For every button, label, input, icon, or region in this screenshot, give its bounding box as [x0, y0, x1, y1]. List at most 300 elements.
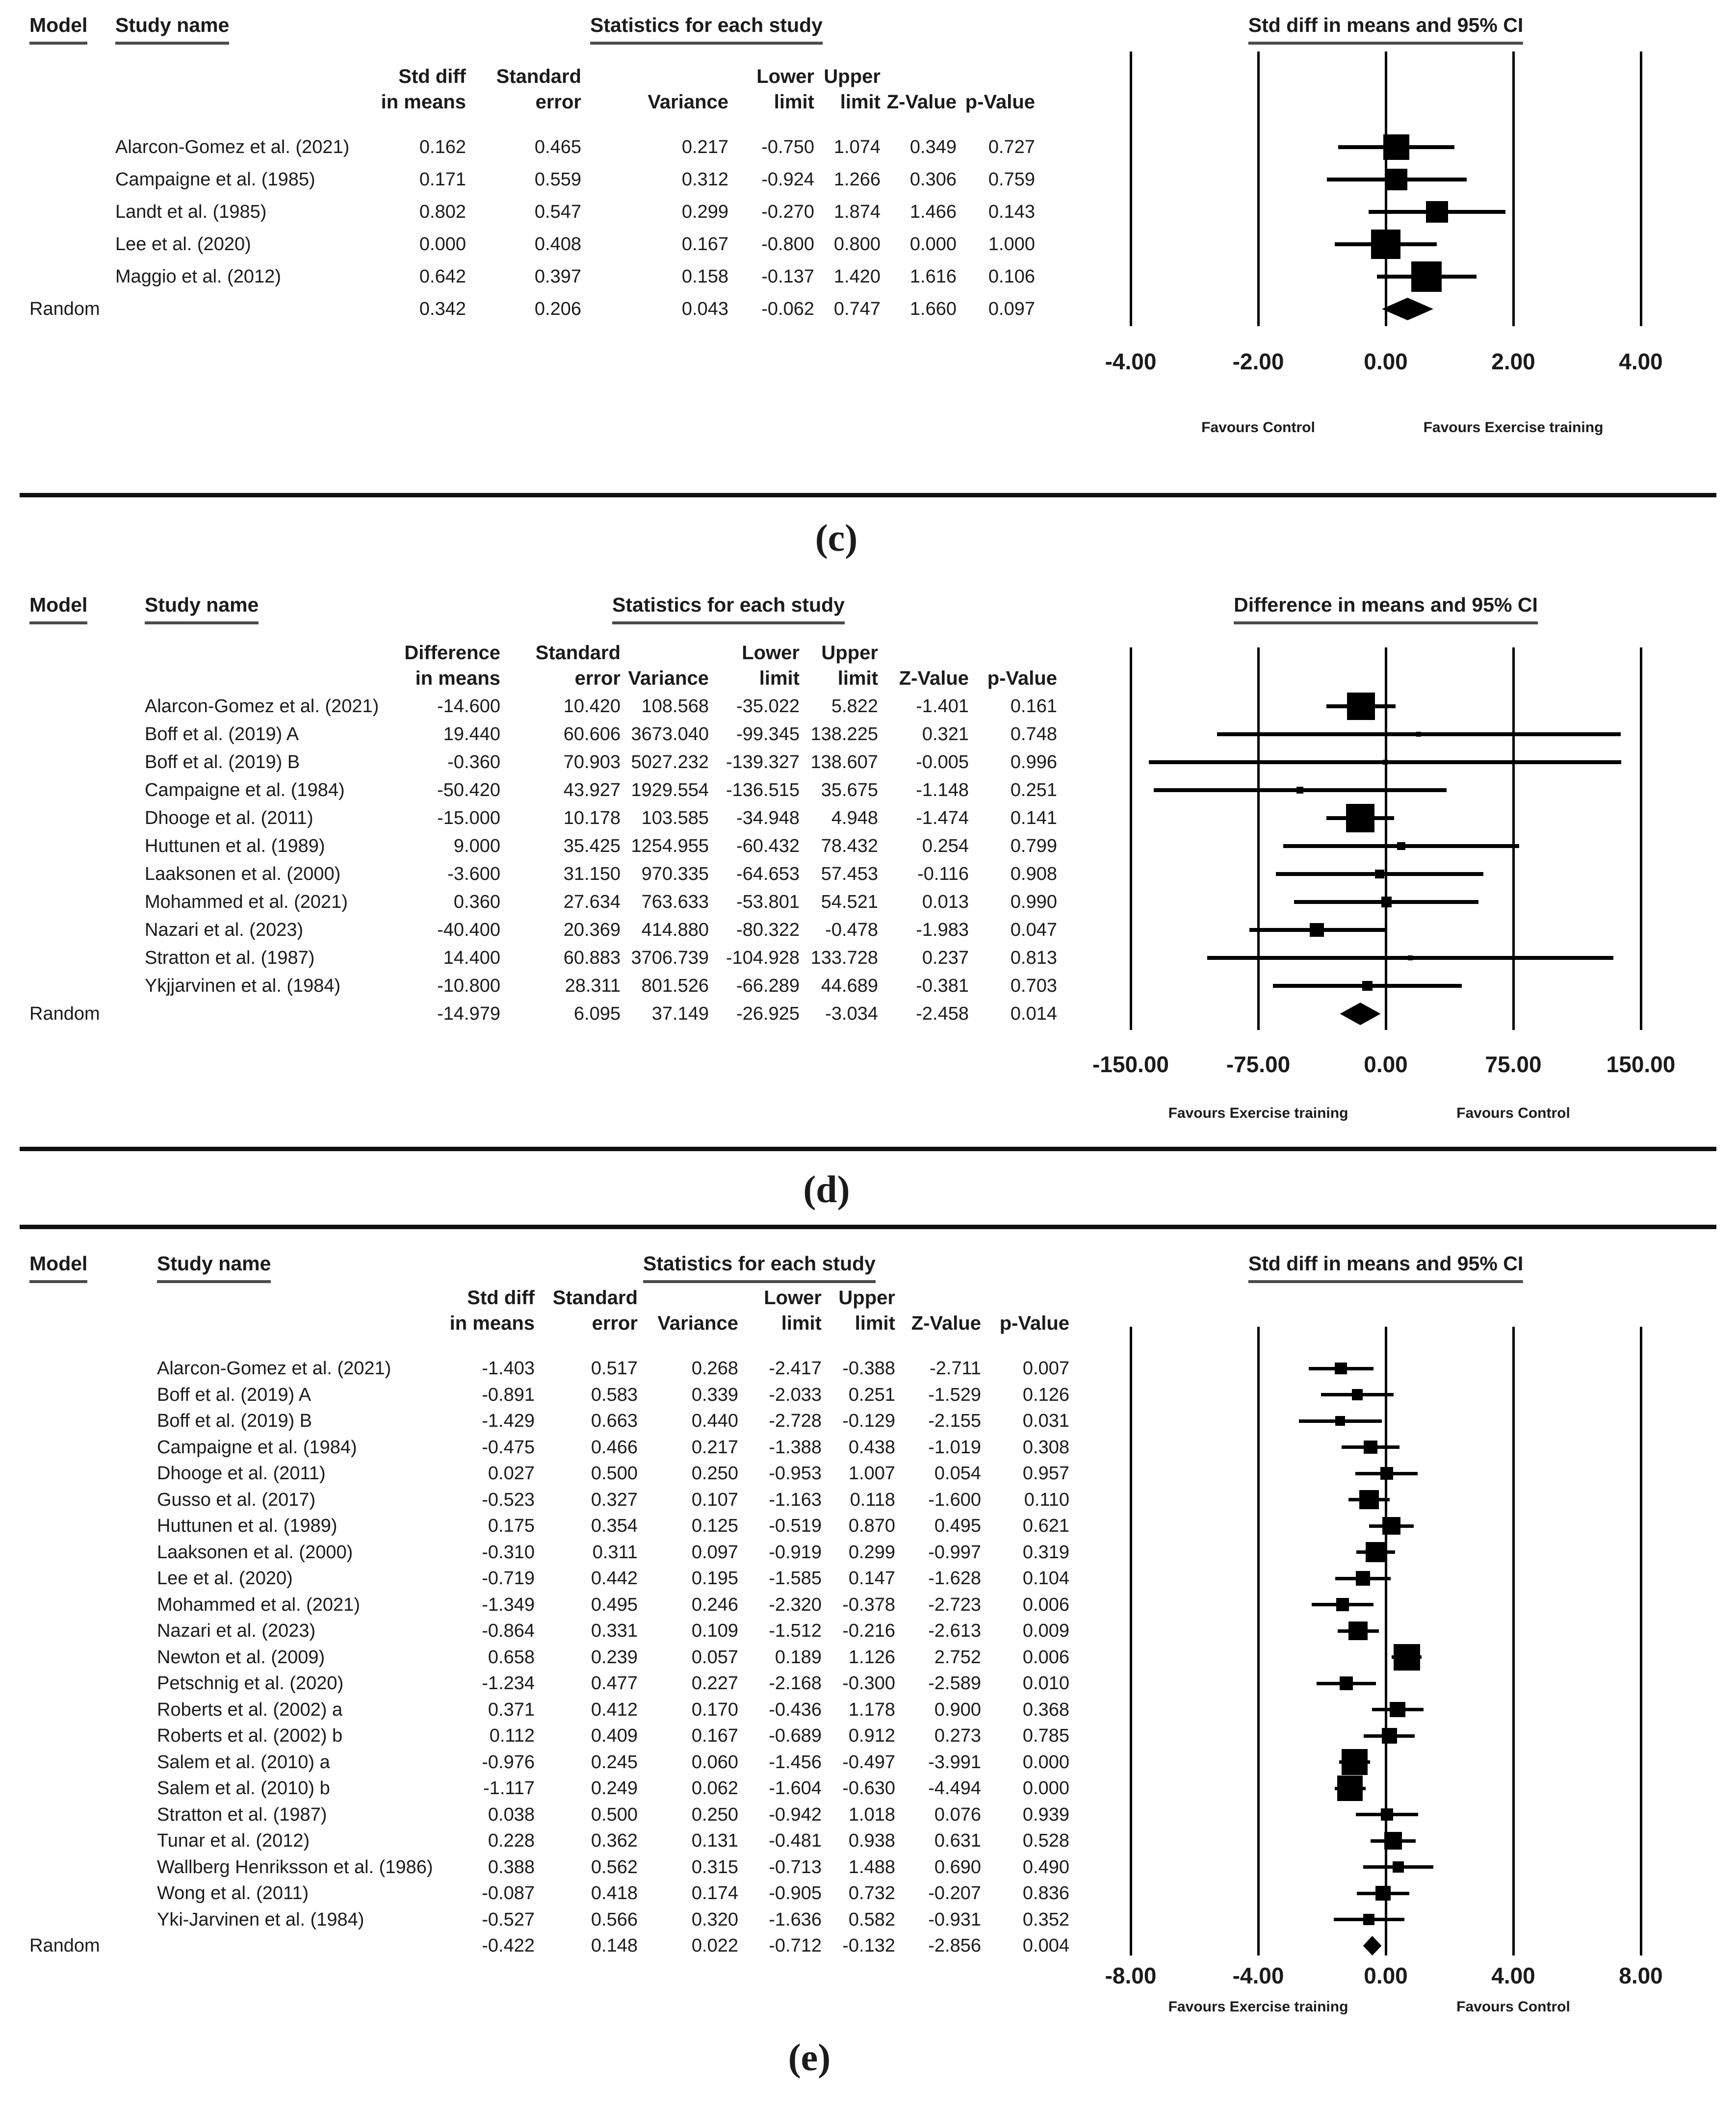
- study-name: Stratton et al. (1987): [157, 1804, 327, 1825]
- value-cell: 1.007: [848, 1463, 895, 1484]
- value-cell: 0.167: [691, 1725, 738, 1746]
- value-cell: 0.171: [419, 169, 466, 190]
- axis-tick-label: 150.00: [1606, 1052, 1676, 1077]
- value-cell: 0.245: [591, 1751, 638, 1773]
- effect-square: [1381, 897, 1392, 907]
- value-cell: 10.420: [563, 696, 621, 717]
- value-cell: 14.400: [443, 948, 500, 968]
- value-cell: -0.062: [761, 299, 814, 319]
- value-cell: 0.239: [591, 1647, 638, 1668]
- value-cell: -0.422: [482, 1935, 535, 1956]
- value-cell: -0.924: [761, 169, 814, 190]
- value-cell: 0.663: [591, 1411, 638, 1431]
- value-cell: 0.870: [848, 1516, 895, 1536]
- value-cell: 0.342: [419, 299, 466, 319]
- value-cell: 0.908: [1010, 864, 1057, 884]
- value-cell: 0.331: [591, 1621, 638, 1641]
- value-cell: 0.658: [488, 1647, 535, 1668]
- value-cell: 0.167: [681, 234, 728, 255]
- value-cell: -0.689: [769, 1725, 822, 1746]
- value-cell: -0.997: [928, 1542, 981, 1563]
- effect-square: [1342, 1749, 1368, 1775]
- value-cell: 1.018: [848, 1804, 895, 1825]
- value-cell: -64.653: [736, 864, 800, 884]
- value-cell: -0.478: [825, 920, 878, 940]
- value-cell: 0.631: [934, 1830, 981, 1851]
- value-cell: 0.131: [691, 1830, 738, 1851]
- effect-square: [1364, 1441, 1377, 1454]
- value-cell: 0.246: [691, 1594, 738, 1615]
- value-cell: 1.266: [833, 169, 881, 190]
- value-cell: 0.007: [1022, 1358, 1069, 1379]
- value-cell: -1.585: [769, 1568, 822, 1589]
- value-cell: -14.600: [437, 696, 500, 717]
- axis-gridline: [1512, 1327, 1515, 1956]
- value-cell: 0.362: [591, 1830, 638, 1851]
- effect-square: [1390, 1702, 1405, 1717]
- column-header-line: in means: [381, 91, 466, 113]
- value-cell: 0.747: [833, 299, 881, 319]
- study-name: Mohammed et al. (2021): [157, 1594, 360, 1615]
- column-header-line: Lower: [756, 66, 814, 87]
- effect-square: [1366, 1542, 1386, 1562]
- model-column-header: Model: [29, 593, 87, 624]
- axis-gridline: [1640, 1327, 1642, 1956]
- axis-tick-label: 2.00: [1491, 349, 1535, 374]
- study-name: Mohammed et al. (2021): [145, 892, 348, 912]
- value-cell: 0.175: [488, 1516, 535, 1536]
- value-cell: -1.234: [482, 1673, 535, 1694]
- study-name: Landt et al. (1985): [115, 202, 267, 222]
- divider-line: [20, 493, 1716, 497]
- effect-square: [1381, 1808, 1394, 1821]
- value-cell: 5.822: [831, 696, 878, 717]
- divider-line: [20, 1225, 1716, 1229]
- value-cell: 4.948: [831, 808, 878, 828]
- value-cell: 0.038: [488, 1804, 535, 1825]
- study-name: Roberts et al. (2002) b: [157, 1725, 343, 1746]
- axis-tick-label: 4.00: [1619, 349, 1663, 374]
- value-cell: 0.327: [591, 1489, 638, 1510]
- effect-square: [1296, 787, 1303, 793]
- value-cell: -26.925: [736, 1004, 800, 1024]
- value-cell: 0.438: [848, 1437, 895, 1458]
- value-cell: -14.979: [437, 1004, 500, 1024]
- value-cell: 0.125: [691, 1516, 738, 1536]
- column-header-line: Standard: [496, 66, 581, 87]
- column-header-line: Lower: [742, 642, 800, 664]
- value-cell: 0.110: [1024, 1489, 1069, 1510]
- value-cell: -1.019: [928, 1437, 981, 1458]
- value-cell: -1.117: [483, 1778, 535, 1799]
- value-cell: -1.474: [916, 808, 969, 828]
- value-cell: 0.566: [591, 1909, 638, 1930]
- value-cell: -0.137: [761, 266, 814, 287]
- value-cell: -2.711: [930, 1358, 981, 1379]
- effect-square: [1362, 981, 1373, 991]
- value-cell: 27.634: [563, 892, 621, 912]
- value-cell: 0.311: [592, 1542, 638, 1563]
- value-cell: 0.912: [848, 1725, 895, 1746]
- study-name: Campaigne et al. (1985): [115, 169, 315, 190]
- value-cell: 0.141: [1010, 808, 1057, 828]
- value-cell: -0.942: [769, 1804, 822, 1825]
- study-name: Petschnig et al. (2020): [157, 1673, 344, 1694]
- value-cell: 0.703: [1010, 976, 1057, 996]
- value-cell: 0.251: [1010, 780, 1057, 800]
- value-cell: 0.000: [1022, 1778, 1069, 1799]
- value-cell: 0.013: [922, 892, 969, 912]
- value-cell: 0.027: [488, 1463, 535, 1484]
- value-cell: -0.436: [769, 1699, 822, 1720]
- column-header-line: Upper: [824, 66, 881, 87]
- value-cell: 0.900: [934, 1699, 981, 1720]
- value-cell: -0.719: [482, 1568, 535, 1589]
- value-cell: -0.953: [769, 1463, 822, 1484]
- value-cell: 0.250: [691, 1463, 738, 1484]
- value-cell: -0.270: [761, 202, 814, 222]
- value-cell: 133.728: [810, 948, 878, 968]
- value-cell: 35.675: [821, 780, 878, 800]
- value-cell: 78.432: [821, 836, 878, 856]
- value-cell: 103.585: [641, 808, 709, 828]
- effect-square: [1375, 1886, 1391, 1901]
- axis-tick-label: 8.00: [1619, 1963, 1663, 1988]
- value-cell: 0.299: [848, 1542, 895, 1563]
- value-cell: -1.456: [769, 1751, 822, 1773]
- value-cell: 0.320: [691, 1909, 738, 1930]
- value-cell: 0.800: [833, 234, 881, 255]
- value-cell: 1.616: [909, 266, 957, 287]
- value-cell: -139.327: [725, 752, 800, 772]
- value-cell: 0.148: [591, 1935, 638, 1956]
- value-cell: -40.400: [437, 920, 500, 940]
- column-header-line: Upper: [821, 642, 878, 664]
- value-cell: -99.345: [736, 724, 800, 745]
- value-cell: 0.251: [848, 1384, 895, 1405]
- study-name: Tunar et al. (2012): [157, 1830, 310, 1851]
- effect-square: [1394, 1644, 1420, 1671]
- value-cell: -0.481: [769, 1830, 822, 1851]
- study-name: Dhooge et al. (2011): [157, 1463, 326, 1484]
- column-header-line: Upper: [838, 1287, 895, 1309]
- column-header-line: limit: [855, 1313, 895, 1334]
- value-cell: 0.249: [591, 1778, 638, 1799]
- value-cell: 0.312: [681, 169, 728, 190]
- effect-square: [1393, 1861, 1404, 1873]
- value-cell: 0.000: [419, 234, 466, 255]
- value-cell: 0.004: [1022, 1935, 1069, 1956]
- value-cell: 0.528: [1022, 1830, 1069, 1851]
- favours-label-left: Favours Exercise training: [1168, 1999, 1348, 2015]
- value-cell: 0.227: [691, 1673, 738, 1694]
- value-cell: 970.335: [641, 864, 709, 884]
- value-cell: -0.905: [769, 1883, 822, 1904]
- value-cell: 2.752: [934, 1647, 981, 1668]
- value-cell: 0.465: [534, 137, 581, 157]
- value-cell: 0.195: [691, 1568, 738, 1589]
- effect-square: [1348, 1622, 1368, 1641]
- value-cell: -4.494: [928, 1778, 981, 1799]
- effect-square: [1352, 1389, 1363, 1400]
- value-cell: 0.813: [1010, 948, 1057, 968]
- study-name: Boff et al. (2019) A: [145, 724, 299, 745]
- value-cell: 0.785: [1022, 1725, 1069, 1746]
- value-cell: 0.315: [691, 1856, 738, 1878]
- effect-square: [1384, 1832, 1402, 1850]
- study-name: Wallberg Henriksson et al. (1986): [157, 1856, 433, 1878]
- value-cell: -0.800: [761, 234, 814, 255]
- value-cell: 0.076: [934, 1804, 981, 1825]
- value-cell: 35.425: [563, 836, 621, 856]
- value-cell: 0.500: [591, 1463, 638, 1484]
- value-cell: 0.031: [1022, 1411, 1069, 1431]
- effect-square: [1335, 1363, 1347, 1375]
- value-cell: 0.409: [591, 1725, 638, 1746]
- column-header-line: Z-Value: [886, 91, 957, 113]
- value-cell: -2.613: [928, 1621, 981, 1641]
- axis-tick-label: -4.00: [1105, 349, 1157, 374]
- statistics-section-header: Statistics for each study: [590, 14, 823, 45]
- panel-label-d: (d): [803, 1168, 850, 1210]
- value-cell: 0.217: [691, 1437, 738, 1458]
- value-cell: -50.420: [437, 780, 500, 800]
- value-cell: 0.009: [1022, 1621, 1069, 1641]
- favours-label-right: Favours Exercise training: [1423, 419, 1604, 436]
- value-cell: 0.170: [691, 1699, 738, 1720]
- value-cell: 0.442: [591, 1568, 638, 1589]
- value-cell: 3673.040: [631, 724, 709, 745]
- value-cell: -0.207: [928, 1883, 981, 1904]
- value-cell: 0.147: [848, 1568, 895, 1589]
- value-cell: -1.163: [769, 1489, 822, 1510]
- axis-tick-label: 0.00: [1364, 349, 1408, 374]
- study-name: Laaksonen et al. (2000): [157, 1542, 353, 1563]
- effect-square: [1375, 870, 1384, 879]
- value-cell: 0.562: [591, 1856, 638, 1878]
- favours-label-right: Favours Control: [1456, 1999, 1570, 2015]
- model-column-header: Model: [29, 14, 87, 45]
- value-cell: 0.047: [1010, 920, 1057, 940]
- value-cell: 1.466: [909, 202, 957, 222]
- value-cell: -0.300: [842, 1673, 895, 1694]
- study-name: Yki-Jarvinen et al. (1984): [157, 1909, 364, 1930]
- value-cell: -1.600: [928, 1489, 981, 1510]
- effect-square: [1340, 1676, 1353, 1690]
- value-cell: 0.440: [691, 1411, 738, 1431]
- study-column-header: Study name: [115, 14, 229, 45]
- value-cell: 0.732: [848, 1883, 895, 1904]
- value-cell: 60.883: [563, 948, 621, 968]
- study-name: Nazari et al. (2023): [145, 920, 304, 940]
- value-cell: 0.466: [591, 1437, 638, 1458]
- value-cell: -2.417: [769, 1358, 822, 1379]
- column-header-line: [893, 1285, 1069, 1311]
- effect-square: [1382, 1728, 1398, 1744]
- value-cell: 0.060: [691, 1751, 738, 1773]
- value-cell: 0.000: [1022, 1751, 1069, 1773]
- value-cell: 0.006: [1022, 1594, 1069, 1615]
- value-cell: 1.126: [848, 1647, 895, 1668]
- value-cell: 28.311: [565, 976, 621, 996]
- column-header-line: p-Value: [965, 91, 1035, 113]
- value-cell: 0.014: [1010, 1004, 1057, 1024]
- value-cell: -1.636: [769, 1909, 822, 1930]
- value-cell: -1.401: [916, 696, 969, 717]
- axis-tick-label: -2.00: [1232, 349, 1284, 374]
- value-cell: 19.440: [443, 724, 500, 745]
- value-cell: 0.938: [848, 1830, 895, 1851]
- value-cell: -1.429: [482, 1411, 535, 1431]
- value-cell: 0.495: [934, 1516, 981, 1536]
- value-cell: -0.750: [761, 137, 814, 157]
- value-cell: 0.268: [691, 1358, 738, 1379]
- value-cell: -0.388: [842, 1358, 895, 1379]
- value-cell: -1.983: [916, 920, 969, 940]
- axis-gridline: [1257, 51, 1260, 326]
- statistics-section-header: Statistics for each study: [612, 593, 845, 624]
- value-cell: 0.352: [1022, 1909, 1069, 1930]
- value-cell: 0.690: [934, 1856, 981, 1878]
- value-cell: -2.723: [928, 1594, 981, 1615]
- value-cell: -0.713: [769, 1856, 822, 1878]
- value-cell: 0.802: [419, 202, 466, 222]
- value-cell: 0.996: [1010, 752, 1057, 772]
- effect-square: [1426, 201, 1448, 223]
- plot-title: Std diff in means and 95% CI: [1248, 1252, 1523, 1283]
- value-cell: 138.225: [810, 724, 878, 745]
- value-cell: -0.378: [842, 1594, 895, 1615]
- study-name: Alarcon-Gomez et al. (2021): [145, 696, 379, 717]
- value-cell: 0.559: [534, 169, 581, 190]
- value-cell: 1.420: [833, 266, 881, 287]
- effect-square: [1411, 261, 1442, 292]
- column-header-line: limit: [840, 91, 881, 113]
- summary-diamond: [1382, 298, 1433, 320]
- column-header-line: in means: [415, 668, 500, 689]
- value-cell: -34.948: [736, 808, 800, 828]
- effect-square: [1359, 1490, 1378, 1509]
- value-cell: 0.349: [909, 137, 957, 157]
- value-cell: 0.748: [1010, 724, 1057, 745]
- study-name: Alarcon-Gomez et al. (2021): [157, 1358, 391, 1379]
- value-cell: -0.630: [842, 1778, 895, 1799]
- value-cell: 31.150: [563, 864, 621, 884]
- study-column-header: Study name: [157, 1252, 271, 1283]
- value-cell: 0.836: [1022, 1883, 1069, 1904]
- column-header-line: Std diff: [467, 1287, 535, 1309]
- value-cell: 0.990: [1010, 892, 1057, 912]
- value-cell: 0.237: [922, 948, 969, 968]
- study-name: Maggio et al. (2012): [115, 266, 281, 287]
- value-cell: 1.660: [909, 299, 957, 319]
- value-cell: 763.633: [641, 892, 709, 912]
- value-cell: -35.022: [736, 696, 800, 717]
- value-cell: 0.022: [691, 1935, 738, 1956]
- study-name: Newton et al. (2009): [157, 1647, 325, 1668]
- value-cell: 0.162: [419, 137, 466, 157]
- panel-label-c: (c): [815, 516, 858, 559]
- value-cell: 0.354: [591, 1516, 638, 1536]
- value-cell: 0.759: [988, 169, 1035, 190]
- value-cell: 0.112: [489, 1725, 535, 1746]
- value-cell: -0.310: [482, 1542, 535, 1563]
- effect-square: [1363, 1914, 1374, 1925]
- value-cell: -0.712: [769, 1935, 822, 1956]
- value-cell: 0.217: [681, 137, 728, 157]
- value-cell: 0.273: [934, 1725, 981, 1746]
- effect-square: [1416, 732, 1421, 737]
- value-cell: 0.054: [934, 1463, 981, 1484]
- effect-square: [1383, 760, 1388, 765]
- panel-d: [0, 586, 1736, 1145]
- axis-tick-label: 75.00: [1485, 1052, 1542, 1077]
- axis-tick-label: 4.00: [1491, 1963, 1535, 1988]
- column-header-line: Variance: [628, 668, 709, 689]
- study-column-header: Study name: [145, 593, 259, 624]
- value-cell: 0.000: [909, 234, 957, 255]
- study-name: Alarcon-Gomez et al. (2021): [115, 137, 350, 157]
- value-cell: 0.104: [1022, 1568, 1069, 1589]
- column-header-line: error: [574, 668, 621, 689]
- value-cell: 1254.955: [631, 836, 709, 856]
- value-cell: 0.006: [1022, 1647, 1069, 1668]
- value-cell: 0.397: [534, 266, 581, 287]
- value-cell: 9.000: [453, 836, 500, 856]
- study-name: Gusso et al. (2017): [157, 1489, 316, 1510]
- value-cell: -0.475: [482, 1437, 535, 1458]
- value-cell: -66.289: [736, 976, 800, 996]
- value-cell: 0.228: [488, 1830, 535, 1851]
- value-cell: -1.148: [916, 780, 969, 800]
- value-cell: 0.583: [591, 1384, 638, 1405]
- value-cell: -0.216: [842, 1621, 895, 1641]
- value-cell: -1.628: [928, 1568, 981, 1589]
- value-cell: -3.034: [825, 1004, 878, 1024]
- value-cell: -60.432: [736, 836, 800, 856]
- effect-square: [1382, 1517, 1400, 1535]
- value-cell: 70.903: [563, 752, 621, 772]
- value-cell: -0.527: [482, 1909, 535, 1930]
- plot-title: Std diff in means and 95% CI: [1248, 14, 1523, 45]
- value-cell: 0.621: [1022, 1516, 1069, 1536]
- value-cell: -0.891: [482, 1384, 535, 1405]
- value-cell: -0.132: [842, 1935, 895, 1956]
- value-cell: 0.368: [1022, 1699, 1069, 1720]
- value-cell: 10.178: [563, 808, 621, 828]
- plot-title: Difference in means and 95% CI: [1234, 593, 1538, 624]
- column-header-line: Std diff: [398, 66, 466, 87]
- value-cell: 0.118: [850, 1489, 895, 1510]
- column-header-line: [881, 640, 1057, 666]
- value-cell: 0.321: [922, 724, 969, 745]
- value-cell: 0.161: [1010, 696, 1057, 717]
- value-cell: -2.033: [769, 1384, 822, 1405]
- axis-gridline: [1385, 1327, 1387, 1956]
- divider-line: [20, 1147, 1716, 1151]
- value-cell: -1.403: [482, 1358, 535, 1379]
- value-cell: 0.495: [591, 1594, 638, 1615]
- value-cell: 0.339: [691, 1384, 738, 1405]
- study-name: Ykjjarvinen et al. (1984): [145, 976, 341, 996]
- effect-square: [1335, 1416, 1345, 1425]
- axis-gridline: [1257, 1327, 1260, 1956]
- study-name: Boff et al. (2019) B: [157, 1411, 312, 1431]
- effect-square: [1336, 1598, 1349, 1611]
- value-cell: 0.412: [591, 1699, 638, 1720]
- effect-square: [1347, 693, 1375, 721]
- axis-tick-label: -75.00: [1226, 1052, 1291, 1077]
